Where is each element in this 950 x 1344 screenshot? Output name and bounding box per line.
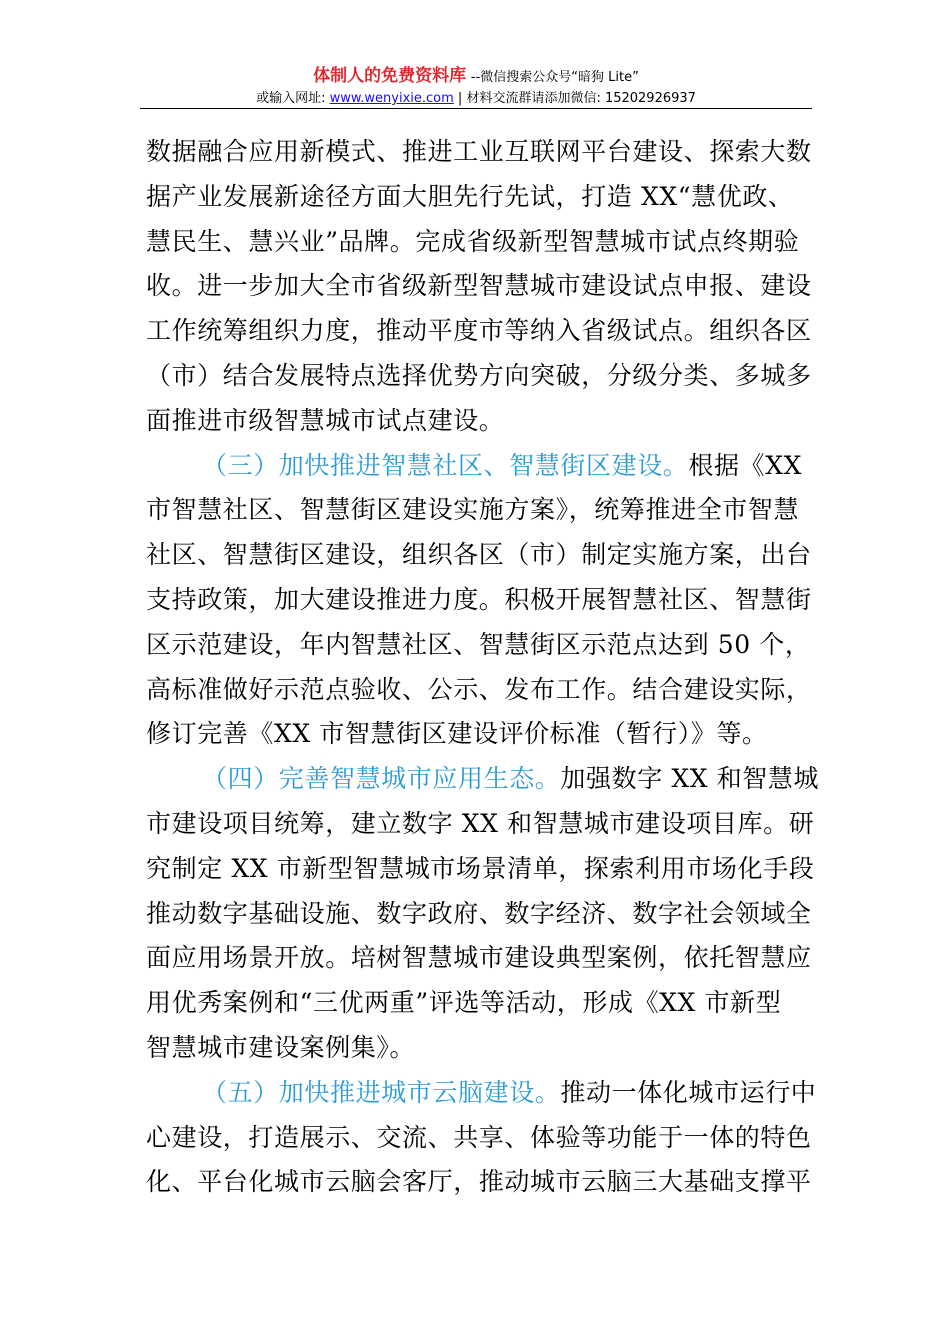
header-contact: | 材料交流群请添加微信: 15202926937 — [453, 91, 696, 106]
text-line — [146, 712, 810, 757]
text-line — [146, 533, 810, 578]
page-header — [140, 66, 812, 108]
body-text: 收。进一步加大全市省级新型智慧城市建设试点申报、建设 — [146, 271, 812, 301]
text-line — [146, 578, 810, 623]
body-text: 面应用场景开放。培树智慧城市建设典型案例，依托智慧应 — [146, 943, 812, 973]
text-line — [146, 175, 810, 220]
text-line — [146, 757, 820, 802]
body-text: （市）结合发展特点选择优势方向突破，分级分类、多城多 — [146, 360, 812, 390]
body-text: 智慧城市建设案例集》。 — [146, 1032, 416, 1062]
text-line — [146, 444, 810, 489]
body-text: 心建设，打造展示、交流、共享、体验等功能于一体的特色 — [146, 1122, 812, 1152]
text-line — [146, 1116, 810, 1161]
section-heading: （五）加快推进城市云脑建设。 — [202, 1077, 561, 1107]
text-line — [146, 488, 810, 533]
body-text: 加强数字 XX 和智慧城 — [560, 764, 820, 794]
text-line — [146, 1026, 810, 1071]
body-text: 支持政策，加大建设推进力度。积极开展智慧社区、智慧街 — [146, 584, 812, 614]
text-line — [146, 220, 810, 265]
body-text: 市智慧社区、智慧街区建设实施方案》，统筹推进全市智慧 — [146, 495, 800, 525]
section-heading: （三）加快推进智慧社区、智慧街区建设。 — [202, 450, 689, 480]
body-text: 区示范建设，年内智慧社区、智慧街区示范点达到 50 个， — [146, 629, 811, 659]
body-text: 推动数字基础设施、数字政府、数字经济、数字社会领域全 — [146, 898, 812, 928]
body-text: 用优秀案例和“三优两重”评选等活动，形成《XX 市新型 — [146, 988, 782, 1018]
text-line — [146, 354, 810, 399]
body-text: 高标准做好示范点验收、公示、发布工作。结合建设实际， — [146, 674, 812, 704]
body-text: 工作统筹组织力度，推动平度市等纳入省级试点。组织各区 — [146, 316, 812, 346]
body-text: 市建设项目统筹，建立数字 XX 和智慧城市建设项目库。研 — [146, 808, 815, 838]
header-line-1 — [140, 66, 812, 88]
text-line — [146, 309, 810, 354]
text-line — [146, 264, 810, 309]
document-body — [146, 130, 820, 1205]
text-line — [146, 802, 815, 847]
header-divider — [140, 108, 812, 109]
text-line — [146, 1071, 817, 1116]
body-text: 推动一体化城市运行中 — [560, 1077, 817, 1107]
body-text: 数据融合应用新模式、推进工业互联网平台建设、探索大数 — [146, 137, 812, 166]
body-text: 面推进市级智慧城市试点建设。 — [146, 405, 505, 435]
header-line-2 — [140, 90, 812, 108]
header-url-prefix: 或输入网址: — [256, 91, 330, 106]
text-line — [146, 668, 810, 713]
text-line — [146, 623, 810, 668]
body-text: 究制定 XX 市新型智慧城市场景清单，探索利用市场化手段 — [146, 853, 815, 883]
header-subtitle: --微信搜索公众号“暗狗 Lite” — [470, 70, 639, 85]
body-text: 修订完善《XX 市智慧街区建设评价标准（暂行）》等。 — [146, 719, 768, 749]
body-text: 根据《XX — [688, 450, 803, 480]
text-line — [146, 130, 810, 175]
text-line — [146, 892, 810, 937]
body-text: 慧民生、慧兴业”品牌。完成省级新型智慧城市试点终期验 — [146, 226, 800, 256]
section-heading: （四）完善智慧城市应用生态。 — [202, 764, 561, 794]
header-url-link[interactable]: www.wenyixie.com — [329, 91, 454, 106]
text-line — [146, 1160, 810, 1205]
text-line — [146, 399, 810, 444]
text-line — [146, 981, 810, 1026]
body-text: 据产业发展新途径方面大胆先行先试，打造 XX“慧优政、 — [146, 181, 794, 211]
body-text: 化、平台化城市云脑会客厅，推动城市云脑三大基础支撑平 — [146, 1167, 812, 1197]
body-text: 社区、智慧街区建设，组织各区（市）制定实施方案，出台 — [146, 540, 812, 570]
header-title: 体制人的免费资料库 — [313, 66, 467, 86]
text-line — [146, 847, 815, 892]
text-line — [146, 936, 810, 981]
